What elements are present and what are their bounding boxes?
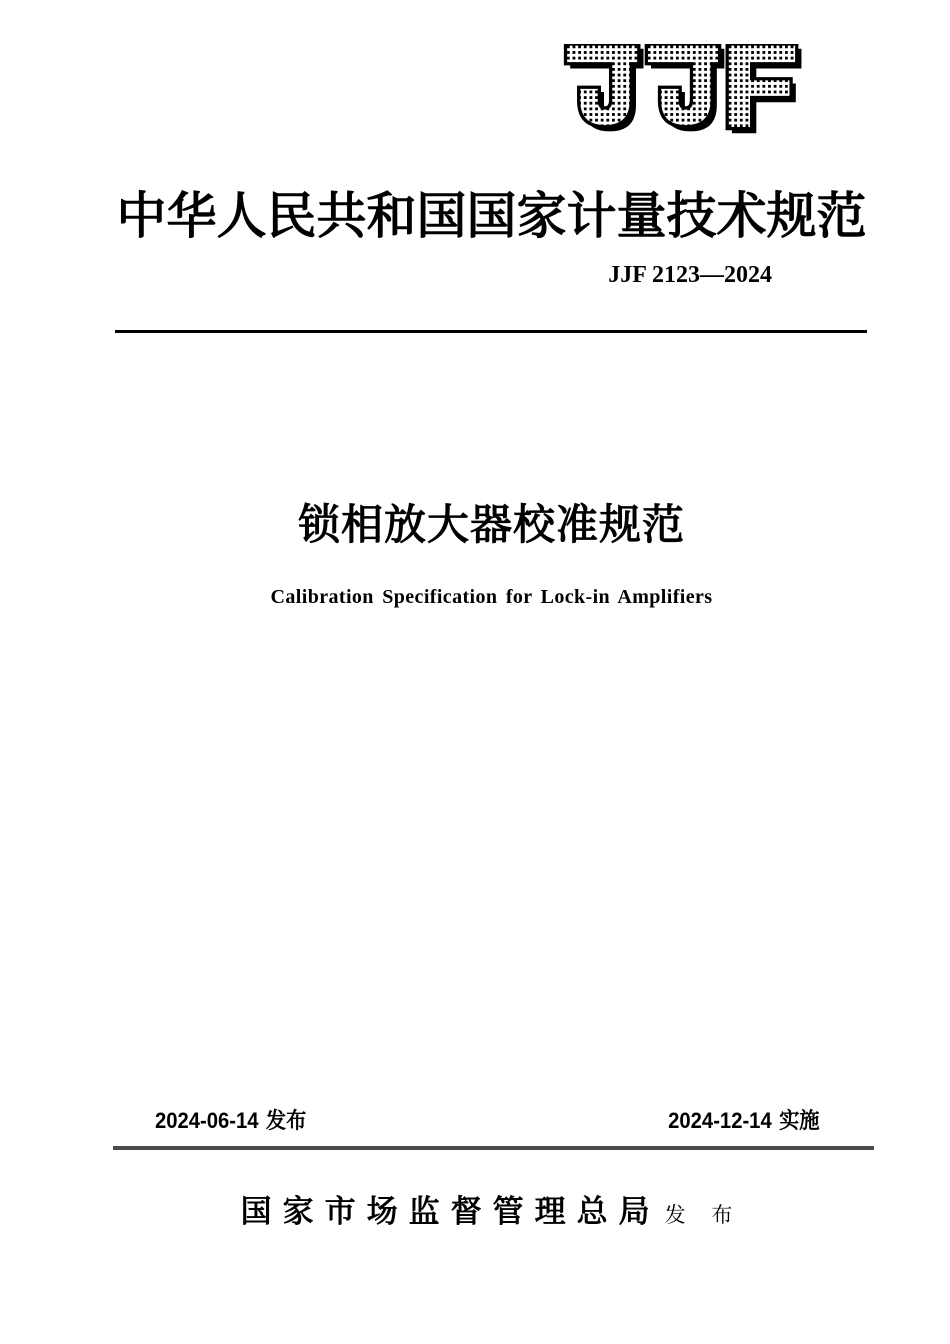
logo-letter-j1	[566, 44, 644, 131]
release-date-label: 发布	[265, 1108, 307, 1133]
publisher-row	[115, 1186, 868, 1231]
document-title-zh: 锁相放大器校准规范	[297, 501, 685, 548]
implementation-date: 2024-12-14	[668, 1108, 773, 1133]
release-date-group	[155, 1104, 306, 1135]
document-title-en: Calibration Specification for Lock-in Amplifiers	[270, 586, 713, 608]
publisher-action-label: 发 布	[664, 1204, 743, 1227]
implementation-date-group	[669, 1104, 820, 1135]
release-date: 2024-06-14	[155, 1108, 259, 1133]
header-title: 中华人民共和国国家计量技术规范	[116, 188, 867, 244]
footer-rule	[113, 1146, 874, 1150]
implementation-date-label: 实施	[779, 1108, 820, 1133]
dates-row	[115, 1104, 868, 1135]
jjf-logo	[563, 44, 803, 138]
header-rule	[115, 330, 867, 333]
logo-letter-j2	[646, 44, 724, 131]
spec-number: JJF 2123—2024	[608, 262, 772, 288]
publisher-name: 国家市场监督管理总局	[240, 1194, 661, 1229]
logo-letter-f	[727, 44, 801, 133]
